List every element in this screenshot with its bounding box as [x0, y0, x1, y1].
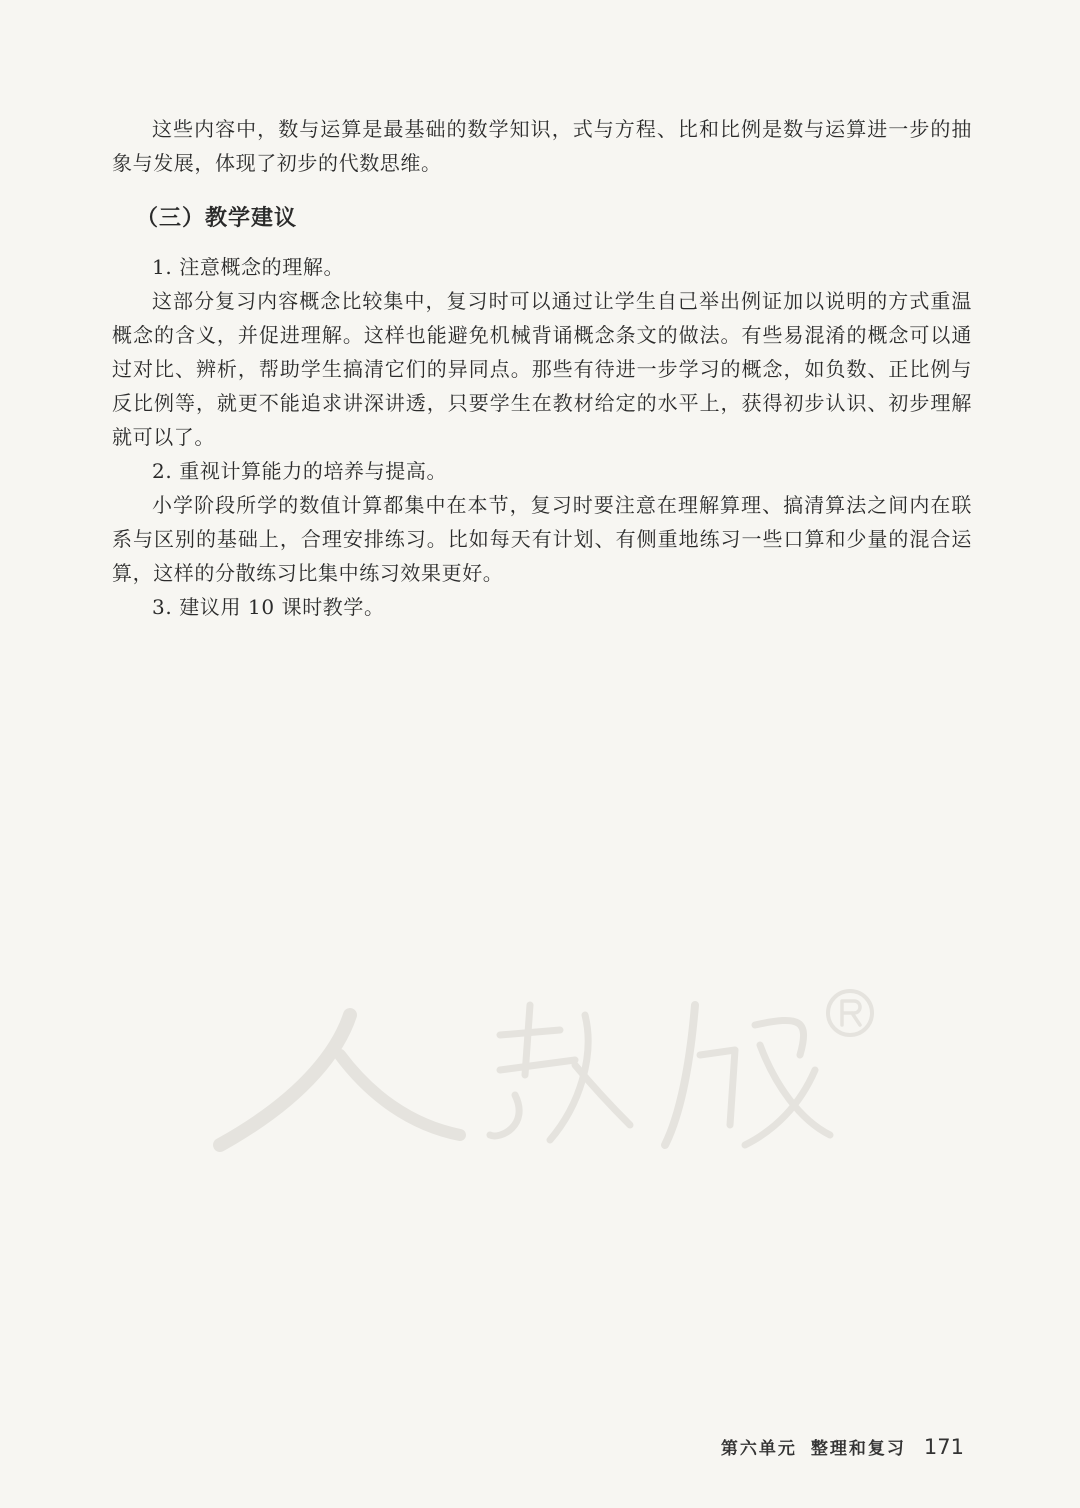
publisher-watermark — [200, 975, 890, 1175]
item-3-title: 3. 建议用 10 课时教学。 — [152, 595, 385, 619]
section-heading: （三）教学建议 — [136, 206, 298, 231]
item-2-title: 2. 重视计算能力的培养与提高。 — [152, 459, 448, 483]
intro-paragraph: 这些内容中，数与运算是最基础的数学知识，式与方程、比和比例是数与运算进一步的抽象与发展，体现了初步的代数思维。 — [112, 117, 972, 175]
footer-chapter: 整理和复习 — [810, 1439, 906, 1459]
item-1-paragraph: 这部分复习内容概念比较集中，复习时可以通过让学生自己举出例证加以说明的方式重温概念的含义，并促进理解。这样也能避免机械背诵概念条文的做法。有些易混淆的概念可以通过对比、辨析，帮助学生搞清它们的异同点。那些有待进一步学习的概念，如负数、正比例与反比例等，就更不能追求讲深讲透，只要学生在教材给定的水平上，获得初步认识、初步理解就可以了。 — [112, 289, 972, 449]
page-footer — [721, 1434, 964, 1464]
main-content — [112, 112, 972, 624]
footer-unit: 第六单元 — [720, 1439, 797, 1459]
page-number: 171 — [923, 1435, 964, 1459]
item-2-paragraph: 小学阶段所学的数值计算都集中在本节，复习时要注意在理解算理、搞清算法之间内在联系与区别的基础上，合理安排练习。比如每天有计划、有侧重地练习一些口算和少量的混合运算，这样的分散练习比集中练习效果更好。 — [112, 493, 972, 585]
item-1-title: 1. 注意概念的理解。 — [152, 255, 345, 279]
